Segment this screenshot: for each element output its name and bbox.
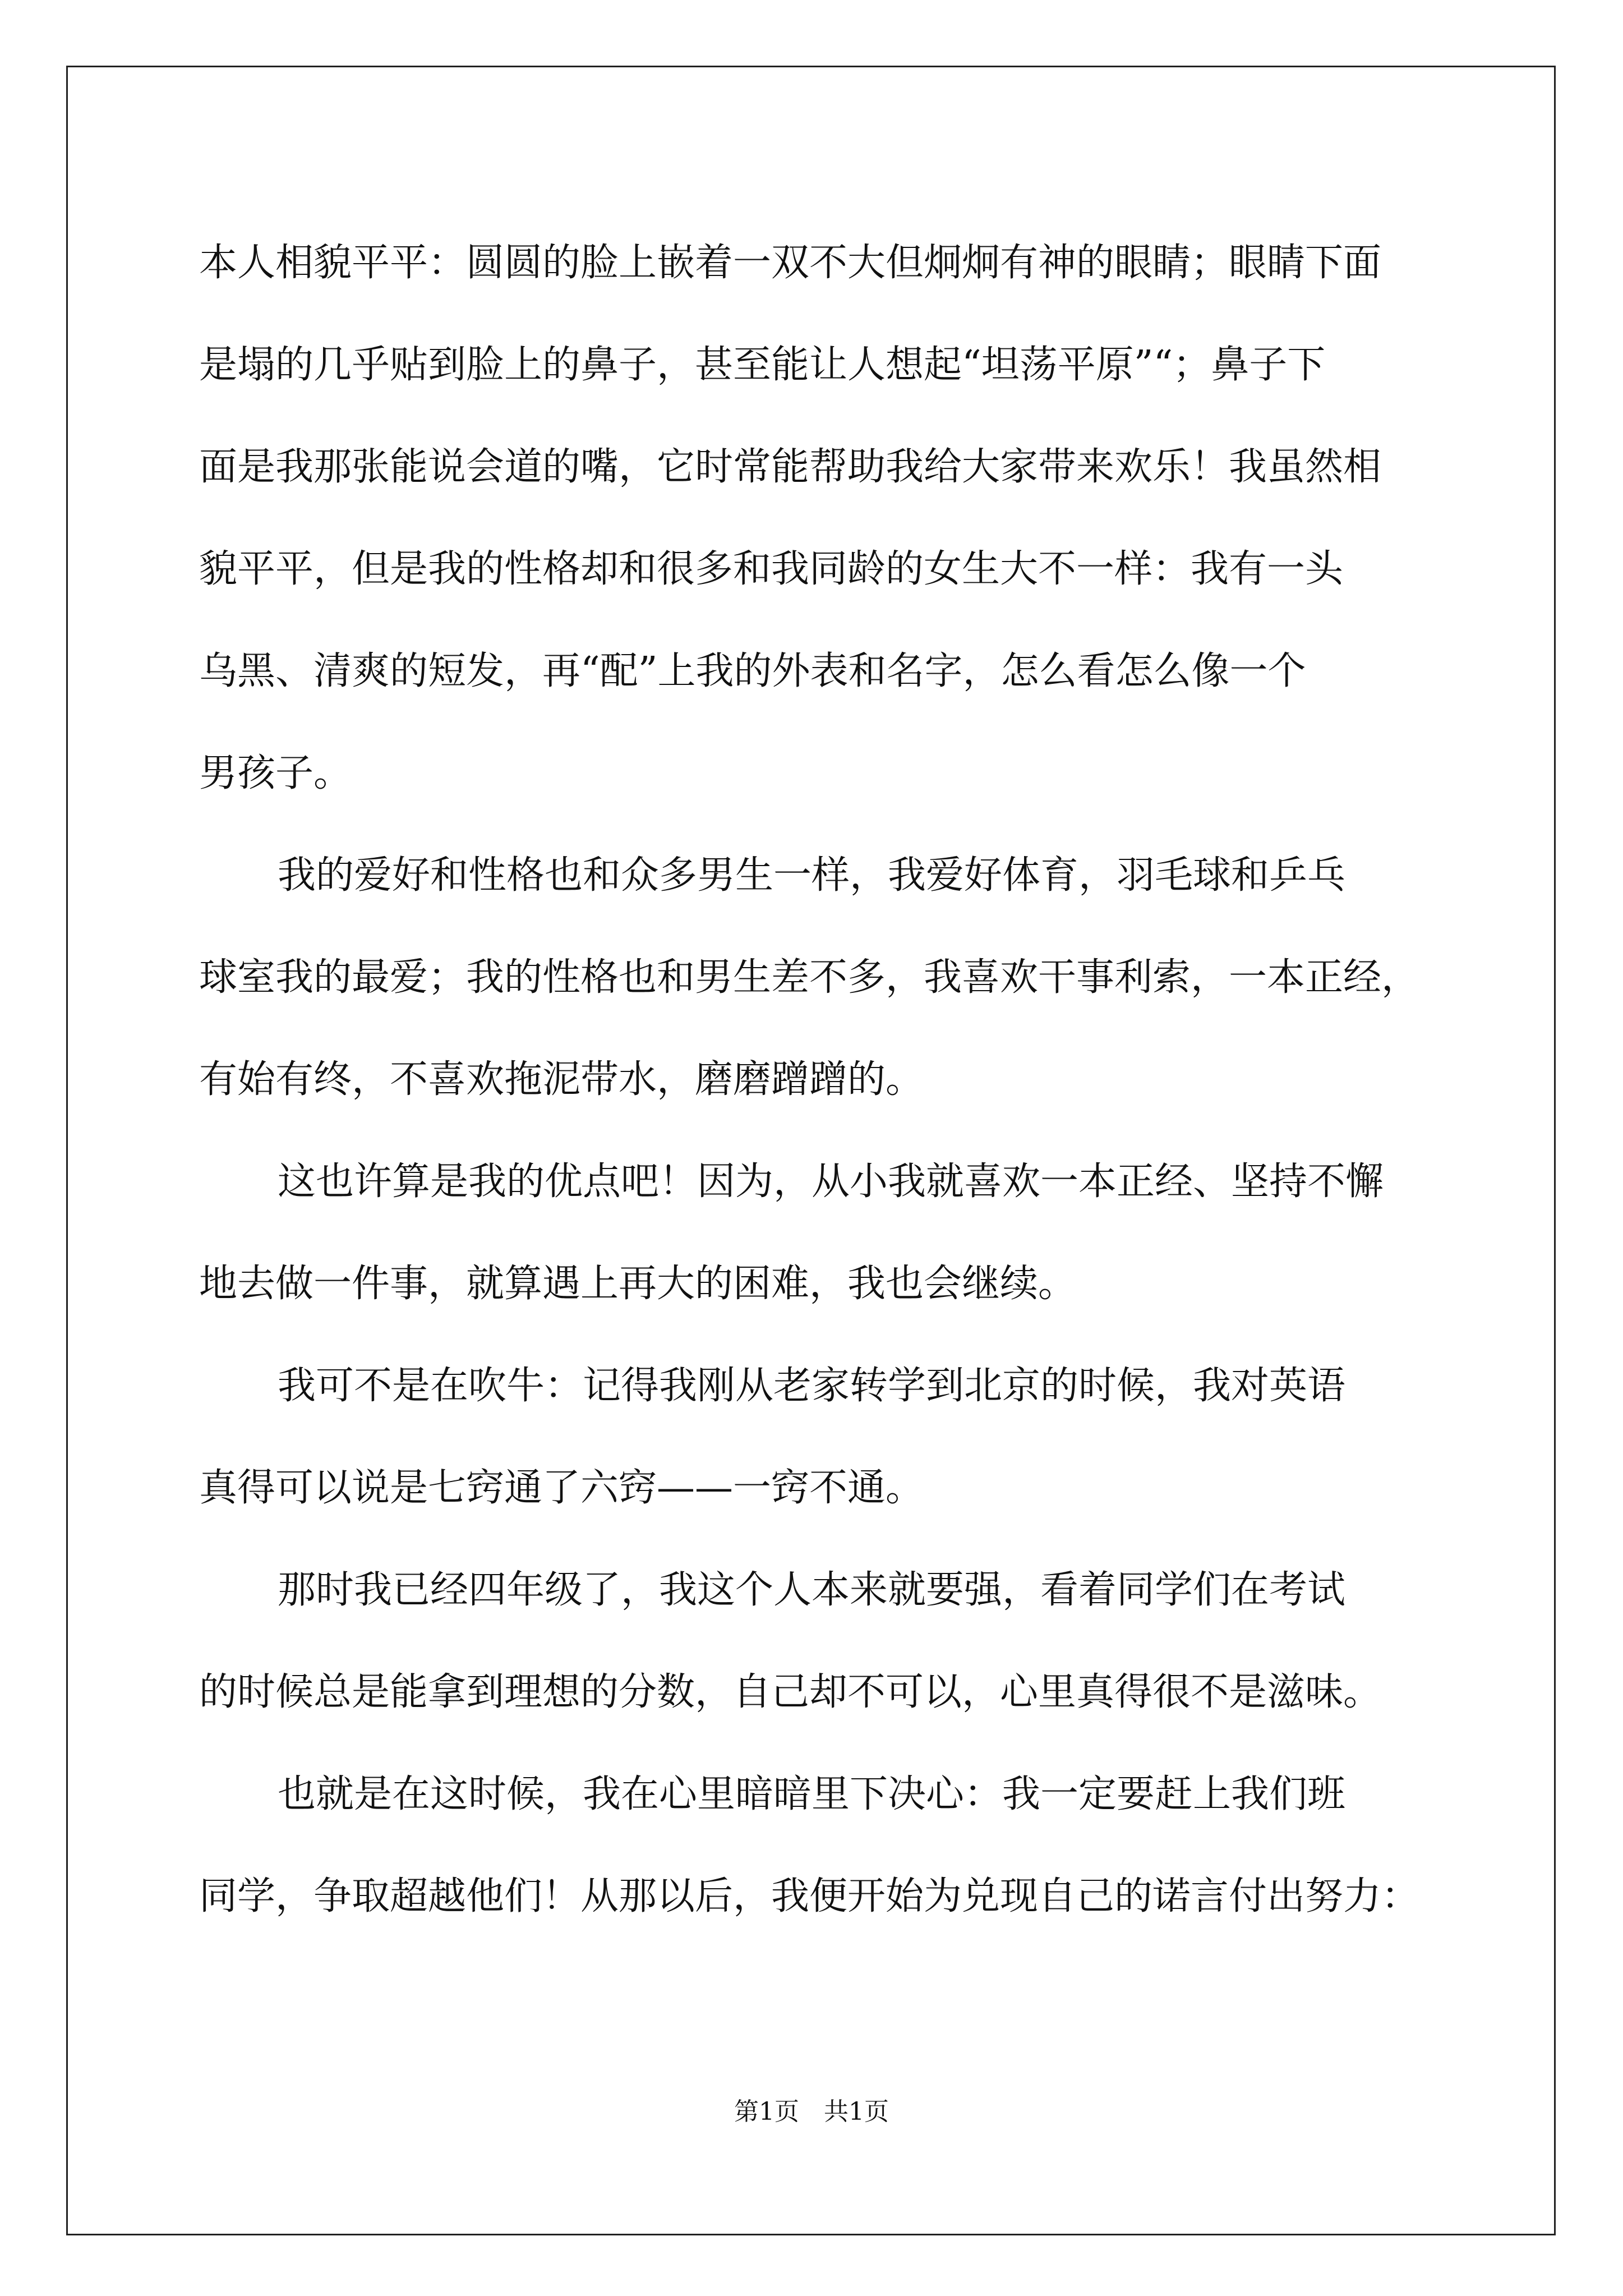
text-line: 男孩子。 bbox=[199, 751, 352, 795]
text-line: 也就是在这时候，我在心里暗暗里下决心：我一定要赶上我们班 bbox=[278, 1772, 1346, 1816]
text-line: 乌黑、清爽的短发，再“配”上我的外表和名字，怎么看怎么像一个 bbox=[199, 649, 1306, 693]
text-line: 有始有终，不喜欢拖泥带水，磨磨蹭蹭的。 bbox=[199, 1057, 924, 1102]
text-line: 貌平平，但是我的性格却和很多和我同龄的女生大不一样：我有一头 bbox=[199, 547, 1344, 591]
page-footer: 第1页 共1页 bbox=[734, 2097, 889, 2126]
text-line: 那时我已经四年级了，我这个人本来就要强，看着同学们在考试 bbox=[278, 1568, 1346, 1612]
document-body bbox=[199, 212, 1438, 1948]
text-line: 是塌的几乎贴到脸上的鼻子，甚至能让人想起“坦荡平原”“；鼻子下 bbox=[199, 343, 1326, 387]
text-line: 我可不是在吹牛：记得我刚从老家转学到北京的时候，我对英语 bbox=[278, 1364, 1346, 1408]
text-line: 本人相貌平平：圆圆的脸上嵌着一双不大但炯炯有神的眼睛；眼睛下面 bbox=[199, 241, 1382, 285]
text-line: 的时候总是能拿到理想的分数，自己却不可以，心里真得很不是滋味。 bbox=[199, 1670, 1382, 1714]
text-line: 真得可以说是七窍通了六窍——一窍不通。 bbox=[199, 1466, 924, 1510]
text-line: 这也许算是我的优点吧！因为，从小我就喜欢一本正经、坚持不懈 bbox=[278, 1159, 1384, 1204]
text-line: 球室我的最爱；我的性格也和男生差不多，我喜欢干事利索，一本正经， bbox=[199, 955, 1420, 1000]
text-line: 面是我那张能说会道的嘴，它时常能帮助我给大家带来欢乐！我虽然相 bbox=[199, 445, 1382, 489]
text-line: 同学，争取超越他们！从那以后，我便开始为兑现自己的诺言付出努力： bbox=[199, 1874, 1420, 1918]
text-line: 地去做一件事，就算遇上再大的困难，我也会继续。 bbox=[199, 1262, 1077, 1306]
text-line: 我的爱好和性格也和众多男生一样，我爱好体育，羽毛球和乒乓 bbox=[278, 853, 1346, 898]
